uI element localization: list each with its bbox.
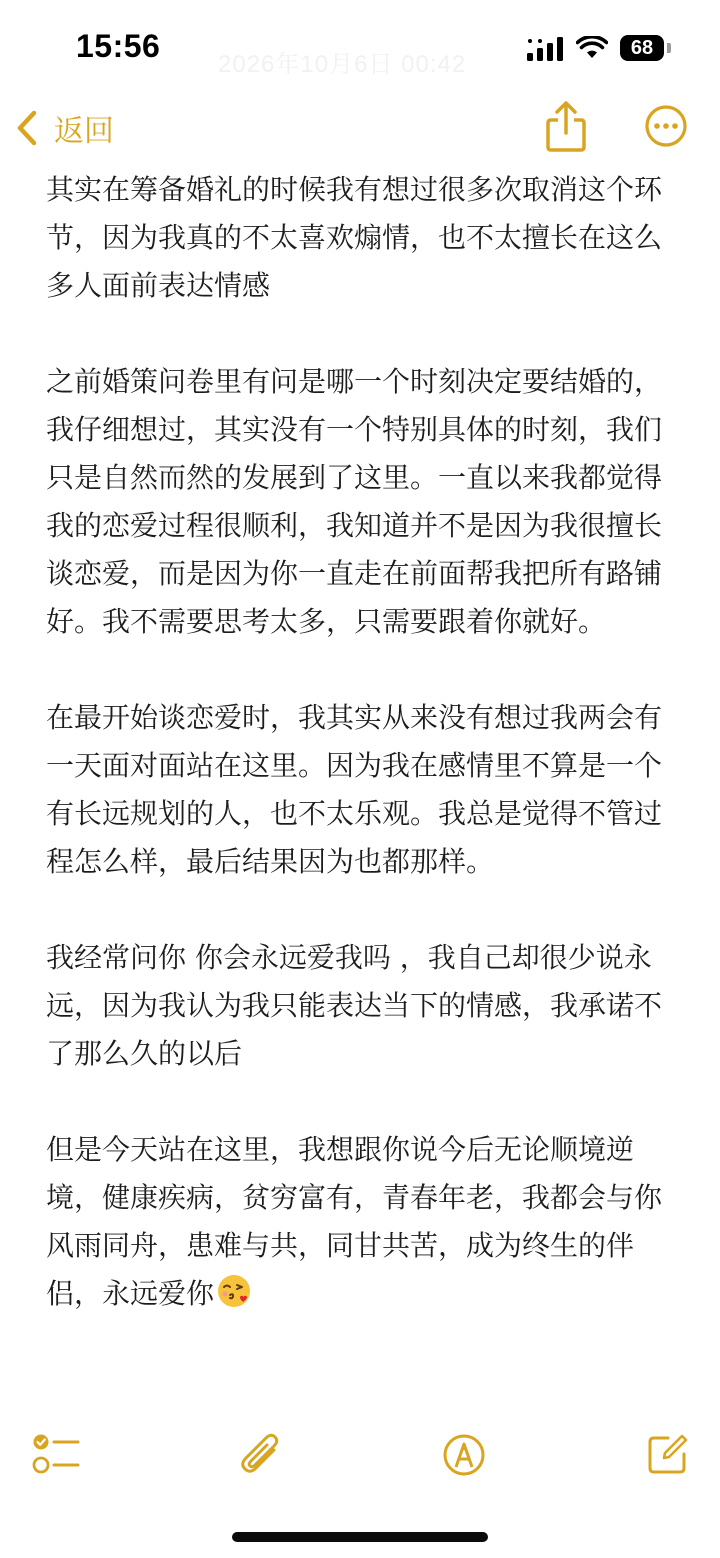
note-paragraph: 其实在筹备婚礼的时候我有想过很多次取消这个环节，因为我真的不太喜欢煽情，也不太擅长在这么多人面前表达情感: [46, 173, 663, 302]
note-paragraph-last: [46, 1126, 686, 1318]
status-time: 15:56: [76, 28, 161, 64]
back-button[interactable]: [14, 104, 114, 152]
home-indicator[interactable]: [232, 1532, 488, 1542]
checklist-icon[interactable]: [32, 1432, 80, 1476]
note-paragraph: 之前婚策问卷里有问是哪一个时刻决定要结婚的，我仔细想过，其实没有一个特别具体的时刻，我们只是自然而然的发展到了这里。一直以来我都觉得我的恋爱过程很顺利，我知道并不是因为我很擅长谈恋爱，而是因为你一直走在前面帮我把所有路铺好。我不需要思考太多，只需要跟着你就好。: [46, 365, 663, 638]
watermark-timestamp: 2026年10月6日 00:42: [218, 51, 467, 78]
compose-icon[interactable]: [646, 1432, 690, 1476]
note-body[interactable]: [46, 166, 686, 1366]
back-label: 返回: [54, 114, 114, 149]
battery-indicator: [620, 35, 672, 63]
more-options-icon[interactable]: [644, 104, 688, 148]
bottom-toolbar: [0, 1424, 720, 1494]
battery-nub: [667, 43, 671, 53]
markup-pen-icon[interactable]: [442, 1433, 486, 1477]
wifi-icon: [576, 36, 608, 60]
battery-level: 68: [620, 35, 664, 61]
nav-bar: [0, 96, 720, 162]
status-bar: [0, 0, 720, 96]
cellular-signal-icon: [526, 36, 566, 62]
share-icon[interactable]: [544, 100, 588, 154]
face-blowing-kiss-emoji-icon: [216, 1273, 252, 1309]
note-paragraph-text: 但是今天站在这里，我想跟你说今后无论顺境逆境，健康疾病，贫穷富有，青春年老，我都会与你风雨同舟，患难与共，同甘共苦，成为终生的伴侣，永远爱你: [46, 1133, 663, 1310]
chevron-left-icon: [14, 109, 40, 147]
note-paragraph: 我经常问你 你会永远爱我吗 ，我自己却很少说永远，因为我认为我只能表达当下的情感，我承诺不了那么久的以后: [46, 941, 663, 1070]
attachment-icon[interactable]: [238, 1430, 284, 1480]
note-paragraph: 在最开始谈恋爱时，我其实从来没有想过我两会有一天面对面站在这里。因为我在感情里不算是一个有长远规划的人，也不太乐观。我总是觉得不管过程怎么样，最后结果因为也都那样。: [46, 701, 663, 878]
